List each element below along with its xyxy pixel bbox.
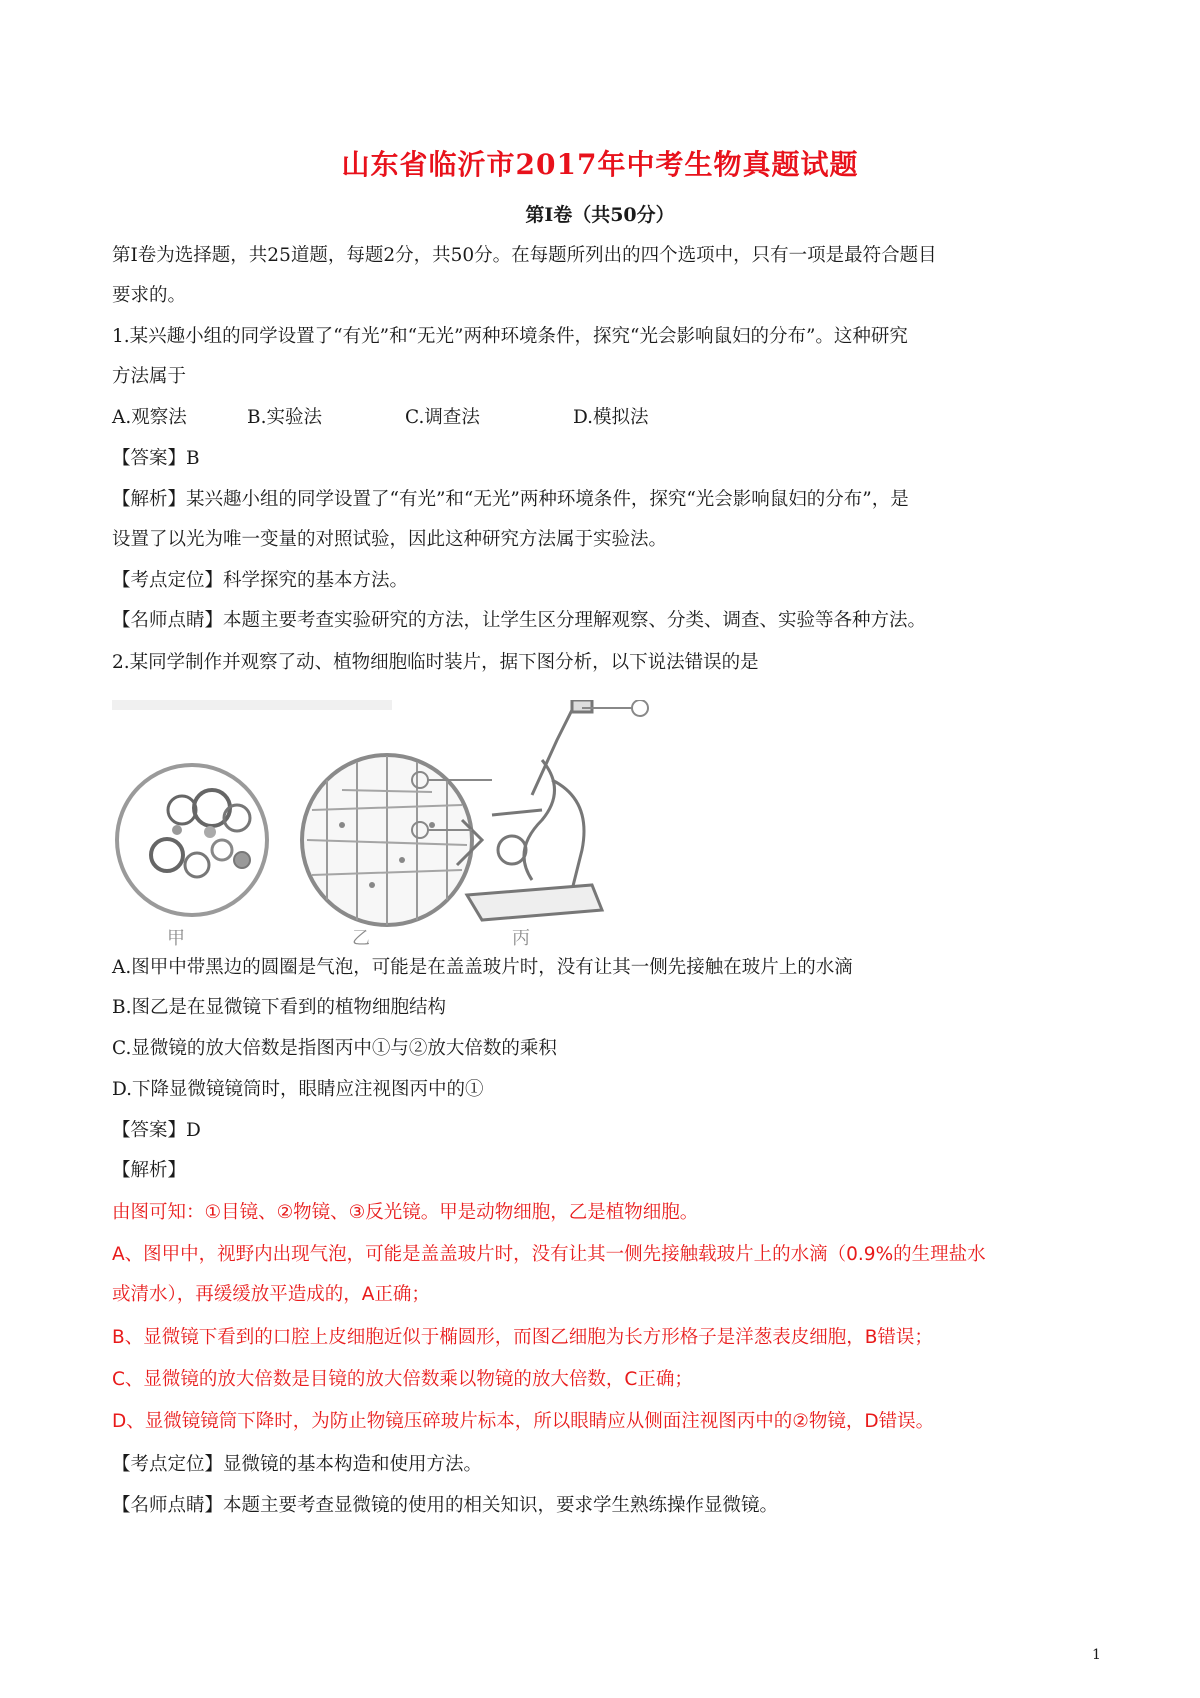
q2-option-b: B.图乙是在显微镜下看到的植物细胞结构 <box>112 997 446 1018</box>
figure-label-yi: 乙 <box>352 928 370 949</box>
microscope-drawing <box>457 700 602 920</box>
q2-stem: 2.某同学制作并观察了动、植物细胞临时装片，据下图分析，以下说法错误的是 <box>112 652 759 673</box>
q2-analysis-line-4: B、显微镜下看到的口腔上皮细胞近似于椭圆形，而图乙细胞为长方形格子是洋葱表皮细胞，B错误； <box>112 1327 933 1348</box>
figure-noise <box>112 700 392 710</box>
figure-label-bing: 丙 <box>512 928 530 949</box>
section-heading: 第Ⅰ卷（共50分） <box>525 204 675 226</box>
q2-analysis-line-1: 由图可知：①目镜、②物镜、③反光镜。甲是动物细胞，乙是植物细胞。 <box>112 1202 699 1223</box>
figure-drawing <box>112 700 652 950</box>
q2-analysis-line-6: D、显微镜镜筒下降时，为防止物镜压碎玻片标本，所以眼睛应从侧面注视图丙中的②物镜，D错误。 <box>112 1411 935 1432</box>
figure-label-jia: 甲 <box>167 928 185 949</box>
animal-cells-view <box>117 765 267 915</box>
intro-line-2: 要求的。 <box>112 285 187 306</box>
q1-teacher-tip: 【名师点睛】本题主要考查实验研究的方法，让学生区分理解观察、分类、调查、实验等各种方法。 <box>112 610 927 631</box>
cell-microscope-figure <box>112 700 652 950</box>
q1-options <box>112 405 1102 431</box>
q2-option-c: C.显微镜的放大倍数是指图丙中①与②放大倍数的乘积 <box>112 1038 557 1059</box>
q1-analysis-line-2: 设置了以光为唯一变量的对照试验，因此这种研究方法属于实验法。 <box>112 529 668 550</box>
intro-line-1: 第Ⅰ卷为选择题，共25道题，每题2分，共50分。在每题所列出的四个选项中，只有一项是最符合题目 <box>112 245 937 266</box>
page-number: 1 <box>1092 1647 1101 1663</box>
q2-teacher-tip: 【名师点睛】本题主要考查显微镜的使用的相关知识，要求学生熟练操作显微镜。 <box>112 1495 779 1516</box>
q1-stem-line-2: 方法属于 <box>112 366 187 387</box>
q2-option-d: D.下降显微镜镜筒时，眼睛应注视图丙中的① <box>112 1079 484 1100</box>
q1-option-b: B.实验法 <box>247 407 322 428</box>
q2-analysis-line-5: C、显微镜的放大倍数是目镜的放大倍数乘以物镜的放大倍数，C正确； <box>112 1369 693 1390</box>
q1-knowledge-point: 【考点定位】科学探究的基本方法。 <box>112 570 409 591</box>
q1-option-a: A.观察法 <box>112 407 187 428</box>
q2-knowledge-point: 【考点定位】显微镜的基本构造和使用方法。 <box>112 1454 483 1475</box>
q2-option-a: A.图甲中带黑边的圆圈是气泡，可能是在盖盖玻片时，没有让其一侧先接触在玻片上的水滴 <box>112 957 853 978</box>
q1-option-d: D.模拟法 <box>573 407 649 428</box>
q2-analysis-line-2: A、图甲中，视野内出现气泡，可能是盖盖玻片时，没有让其一侧先接触载玻片上的水滴（0.9%的生理盐水 <box>112 1244 986 1265</box>
q2-analysis-line-3: 或清水），再缓缓放平造成的，A正确； <box>112 1284 430 1305</box>
q2-analysis-label: 【解析】 <box>112 1160 187 1181</box>
q1-stem-line-1: 1.某兴趣小组的同学设置了“有光”和“无光”两种环境条件，探究“光会影响鼠妇的分布”。这种研究 <box>112 326 908 347</box>
document-title: 山东省临沂市2017年中考生物真题试题 <box>341 148 859 181</box>
q2-answer: 【答案】D <box>112 1120 201 1141</box>
q1-answer: 【答案】B <box>112 448 200 469</box>
q1-analysis-line-1: 【解析】某兴趣小组的同学设置了“有光”和“无光”两种环境条件，探究“光会影响鼠妇的分布”，是 <box>112 489 909 510</box>
q1-option-c: C.调查法 <box>405 407 480 428</box>
